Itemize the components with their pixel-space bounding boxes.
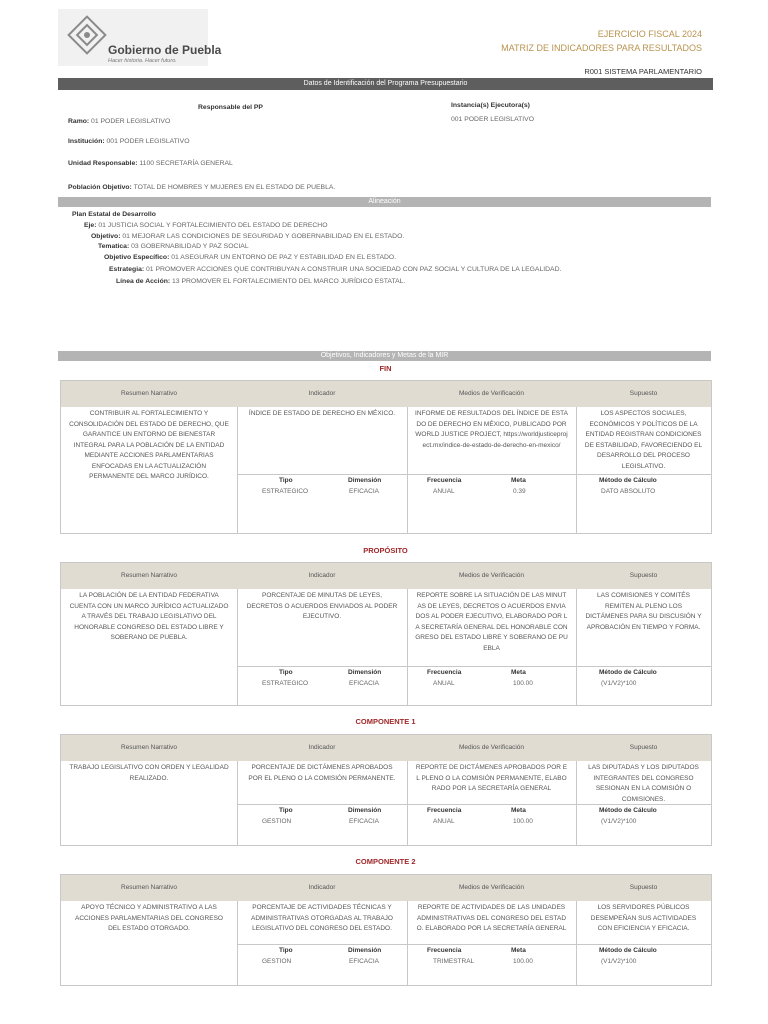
sub-label-meta: Meta	[511, 669, 526, 676]
program-code: R001 SISTEMA PARLAMENTARIO	[584, 67, 702, 76]
ramo-label: Ramo:	[68, 118, 90, 125]
column-header-supuesto: Supuesto	[629, 572, 658, 579]
tematica-label: Tematica:	[98, 243, 130, 250]
sub-value-dimension: EFICACIA	[349, 488, 379, 495]
cell-indicador: PORCENTAJE DE DICTÁMENES APROBADOS POR EL PLENO O LA COMISIÓN PERMANENTE.	[248, 764, 396, 782]
column-header-indicador: Indicador	[308, 744, 336, 751]
column-header-supuesto: Supuesto	[629, 390, 658, 397]
sub-label-meta: Meta	[511, 477, 526, 484]
column-header-medios: Medios de Verificación	[458, 572, 525, 579]
mir-table	[60, 562, 712, 706]
cell-medios: REPORTE SOBRE LA SITUACIÓN DE LAS MINUTAS DE LEYES, DECRETOS O ACUERDOS ENVIADOS AL PODER EJECUTIVO, ELABORADO POR LA SECRETARÍA GENERAL DEL HONORABLE CONGRESO DEL ESTADO LIBRE Y SOBERANO DE PUEBLA	[415, 592, 568, 652]
objetivo-label: Objetivo:	[91, 233, 121, 240]
tematica-value: 03 GOBERNABILIDAD Y PAZ SOCIAL	[131, 243, 249, 250]
section-title: FIN	[379, 364, 392, 373]
unidad-value: 1100 SECRETARÍA GENERAL	[139, 160, 233, 167]
sub-label-frecuencia: Frecuencia	[427, 477, 462, 484]
column-header-medios: Medios de Verificación	[458, 390, 525, 397]
cell-supuesto: LOS SERVIDORES PÚBLICOS DESEMPEÑAN SUS ACTIVIDADES CON EFICIENCIA Y EFICACIA.	[590, 904, 697, 932]
objetivo-row	[91, 233, 404, 240]
mir-table	[60, 874, 712, 986]
sub-value-meta: 0.39	[513, 488, 526, 495]
mir-table	[60, 734, 712, 846]
estrategia-label: Estrategia:	[109, 266, 145, 273]
sub-value-frecuencia: ANUAL	[433, 818, 455, 825]
mir-table-header	[61, 381, 711, 407]
cell-indicador: ÍNDICE DE ESTADO DE DERECHO EN MÉXICO.	[248, 410, 396, 417]
cell-supuesto: LOS ASPECTOS SOCIALES, ECONÓMICOS Y POLÍTICOS DE LA ENTIDAD REGISTRAN CONDICIONES DE ESTABILIDAD, FAVORECIENDO EL DESARROLLO DEL PROCESO LEGISLATIVO.	[584, 410, 703, 470]
column-header-resumen: Resumen Narrativo	[121, 572, 177, 579]
cell-resumen: CONTRIBUIR AL FORTALECIMIENTO Y CONSOLIDACIÓN DEL ESTADO DE DERECHO, QUE GARANTICE UN ENTORNO DE BIENESTAR INTEGRAL PARA LA POBLACIÓN DE LA ENTIDAD MEDIANTE ACCIONES PARLAMENTARIAS ENFOCADAS EN LA ACTUALIZACIÓN PERMANENTE DEL MARCO JURÍDICO.	[69, 410, 229, 480]
section-title: COMPONENTE 1	[355, 717, 416, 726]
logo-tagline: Hacer historia. Hacer futuro.	[108, 58, 177, 64]
section-title: PROPÓSITO	[363, 546, 408, 555]
sub-label-frecuencia: Frecuencia	[427, 807, 462, 814]
cell-indicador: PORCENTAJE DE MINUTAS DE LEYES, DECRETOS O ACUERDOS ENVIADOS AL PODER EJECUTIVO.	[246, 592, 398, 620]
institucion-value: 001 PODER LEGISLATIVO	[106, 138, 190, 145]
cell-resumen: TRABAJO LEGISLATIVO CON ORDEN Y LEGALIDAD REALIZADO.	[69, 764, 229, 782]
mir-table-header	[61, 875, 711, 901]
sub-value-dimension: EFICACIA	[349, 958, 379, 965]
sub-value-meta: 100.00	[513, 818, 533, 825]
linea-accion-row	[116, 278, 405, 285]
column-header-medios: Medios de Verificación	[458, 884, 525, 891]
linea-accion-label: Línea de Acción:	[116, 278, 171, 285]
sub-value-metodo: (V1/V2)*100	[601, 680, 637, 687]
sub-value-metodo: (V1/V2)*100	[601, 818, 637, 825]
ramo-row	[68, 118, 170, 125]
mir-table-header	[61, 563, 711, 589]
sub-label-meta: Meta	[511, 807, 526, 814]
ped-label: Plan Estatal de Desarrollo	[72, 211, 156, 218]
sub-label-metodo: Método de Cálculo	[599, 807, 657, 814]
sub-label-dimension: Dimensión	[348, 807, 382, 814]
row-divider	[237, 666, 711, 667]
sub-label-dimension: Dimensión	[348, 947, 382, 954]
sub-value-dimension: EFICACIA	[349, 818, 379, 825]
cell-supuesto: LAS COMISIONES Y COMITÉS REMITEN AL PLENO LOS DICTÁMENES PARA SU DISCUSIÓN Y APROBACIÓN EN TIEMPO Y FORMA.	[585, 592, 702, 631]
column-divider	[407, 761, 408, 845]
tematica-row	[98, 243, 249, 250]
sub-label-tipo: Tipo	[279, 807, 293, 814]
cell-supuesto: LAS DIPUTADAS Y LOS DIPUTADOS INTEGRANTES DEL CONGRESO SESIONAN EN LA COMISIÓN O COMISIONES.	[588, 764, 699, 803]
instancia-value: 001 PODER LEGISLATIVO	[451, 116, 534, 123]
sub-value-frecuencia: TRIMESTRAL	[433, 958, 475, 965]
sub-label-tipo: Tipo	[279, 477, 293, 484]
linea-accion-value: 13 PROMOVER EL FORTALECIMIENTO DEL MARCO JURÍDICO ESTATAL.	[172, 278, 406, 285]
fiscal-year-heading: EJERCICIO FISCAL 2024	[597, 29, 702, 39]
unidad-label: Unidad Responsable:	[68, 160, 138, 167]
poblacion-label: Población Objetivo:	[68, 184, 132, 191]
column-divider	[237, 901, 238, 985]
institucion-row	[68, 138, 190, 145]
sub-value-meta: 100.00	[513, 680, 533, 687]
column-header-resumen: Resumen Narrativo	[121, 390, 177, 397]
sub-label-metodo: Método de Cálculo	[599, 947, 657, 954]
objetivo-value: 01 MEJORAR LAS CONDICIONES DE SEGURIDAD Y GOBERNABILIDAD EN EL ESTADO.	[122, 233, 405, 240]
column-header-resumen: Resumen Narrativo	[121, 884, 177, 891]
mir-bar: Objetivos, Indicadores y Metas de la MIR	[58, 351, 711, 361]
eje-value: 01 JUSTICIA SOCIAL Y FORTALECIMIENTO DEL ESTADO DE DERECHO	[98, 222, 328, 229]
column-header-indicador: Indicador	[308, 572, 336, 579]
mir-table	[60, 380, 712, 534]
sub-label-frecuencia: Frecuencia	[427, 669, 462, 676]
estrategia-row	[109, 266, 561, 273]
sub-value-meta: 100.00	[513, 958, 533, 965]
column-divider	[237, 589, 238, 705]
ident-bar: Datos de Identificación del Programa Presupuestario	[58, 78, 713, 90]
column-divider	[237, 761, 238, 845]
cell-medios: REPORTE DE DICTÁMENES APROBADOS POR EL PLENO O LA COMISIÓN PERMANENTE, ELABORADO POR LA SECRETARÍA GENERAL	[415, 764, 568, 792]
cell-medios: REPORTE DE ACTIVIDADES DE LAS UNIDADES ADMINISTRATIVAS DEL CONGRESO DEL ESTADO. ELABORADO POR LA SECRETARÍA GENERAL	[416, 904, 567, 932]
objetivo-especifico-label: Objetivo Específico:	[104, 254, 170, 261]
cell-resumen: APOYO TÉCNICO Y ADMINISTRATIVO A LAS ACCIONES PARLAMENTARIAS DEL CONGRESO DEL ESTADO OTORGADO.	[75, 904, 223, 932]
poblacion-value: TOTAL DE HOMBRES Y MUJERES EN EL ESTADO DE PUEBLA.	[133, 184, 336, 191]
eje-label: Eje:	[84, 222, 97, 229]
column-divider	[407, 407, 408, 533]
cell-medios: INFORME DE RESULTADOS DEL ÍNDICE DE ESTADO DE DERECHO EN MÉXICO, PUBLICADO POR WORLD JUSTICE PROJECT, https://worldjusticeproject.mx/indice-de-estado-de-derecho-en-mexico/	[415, 410, 568, 449]
cell-resumen: LA POBLACIÓN DE LA ENTIDAD FEDERATIVA CUENTA CON UN MARCO JURÍDICO ACTUALIZADO A TRAVÉS DEL TRABAJO LEGISLATIVO DEL HONORABLE CONGRESO DEL ESTADO LIBRE Y SOBERANO DE PUEBLA.	[69, 592, 229, 641]
unidad-row	[68, 160, 233, 167]
sub-label-tipo: Tipo	[279, 947, 293, 954]
column-divider	[576, 901, 577, 985]
column-header-supuesto: Supuesto	[629, 884, 658, 891]
column-header-indicador: Indicador	[308, 884, 336, 891]
sub-label-metodo: Método de Cálculo	[599, 669, 657, 676]
estrategia-value: 01 PROMOVER ACCIONES QUE CONTRIBUYAN A CONSTRUIR UNA SOCIEDAD CON PAZ SOCIAL Y CULTURA DE LA LEGALIDAD.	[146, 266, 562, 273]
objetivo-especifico-value: 01 ASEGURAR UN ENTORNO DE PAZ Y ESTABILIDAD EN EL ESTADO.	[171, 254, 397, 261]
ramo-value: 01 PODER LEGISLATIVO	[91, 118, 171, 125]
column-divider	[576, 407, 577, 533]
mir-table-header	[61, 735, 711, 761]
cell-indicador: PORCENTAJE DE ACTIVIDADES TÉCNICAS Y ADMINISTRATIVAS OTORGADAS AL TRABAJO LEGISLATIVO DEL CONGRESO DEL ESTADO.	[251, 904, 393, 932]
sub-label-dimension: Dimensión	[348, 669, 382, 676]
section-title: COMPONENTE 2	[355, 857, 416, 866]
column-divider	[237, 407, 238, 533]
column-header-indicador: Indicador	[308, 390, 336, 397]
column-header-supuesto: Supuesto	[629, 744, 658, 751]
column-divider	[407, 901, 408, 985]
sub-label-dimension: Dimensión	[348, 477, 382, 484]
sub-value-tipo: ESTRATEGICO	[262, 488, 309, 495]
sub-value-metodo: DATO ABSOLUTO	[601, 488, 656, 495]
poblacion-row	[68, 184, 335, 191]
sub-value-frecuencia: ANUAL	[433, 488, 455, 495]
column-divider	[576, 589, 577, 705]
column-divider	[407, 589, 408, 705]
sub-label-tipo: Tipo	[279, 669, 293, 676]
puebla-logo-icon	[66, 14, 108, 56]
row-divider	[237, 474, 711, 475]
eje-row	[84, 222, 328, 229]
institucion-label: Institución:	[68, 138, 105, 145]
sub-label-frecuencia: Frecuencia	[427, 947, 462, 954]
sub-value-tipo: ESTRATEGICO	[262, 680, 309, 687]
sub-value-frecuencia: ANUAL	[433, 680, 455, 687]
column-header-medios: Medios de Verificación	[458, 744, 525, 751]
responsable-label: Responsable del PP	[198, 104, 263, 111]
column-header-resumen: Resumen Narrativo	[121, 744, 177, 751]
sub-value-dimension: EFICACIA	[349, 680, 379, 687]
sub-label-meta: Meta	[511, 947, 526, 954]
row-divider	[237, 944, 711, 945]
column-divider	[576, 761, 577, 845]
sub-value-metodo: (V1/V2)*100	[601, 958, 637, 965]
sub-label-metodo: Método de Cálculo	[599, 477, 657, 484]
sub-value-tipo: GESTION	[262, 818, 292, 825]
sub-value-tipo: GESTION	[262, 958, 292, 965]
instancia-label: Instancia(s) Ejecutora(s)	[451, 102, 530, 109]
alineacion-bar: Alineación	[58, 197, 711, 207]
objetivo-especifico-row	[104, 254, 396, 261]
document-heading: MATRIZ DE INDICADORES PARA RESULTADOS	[501, 43, 702, 53]
logo-title: Gobierno de Puebla	[108, 43, 222, 57]
